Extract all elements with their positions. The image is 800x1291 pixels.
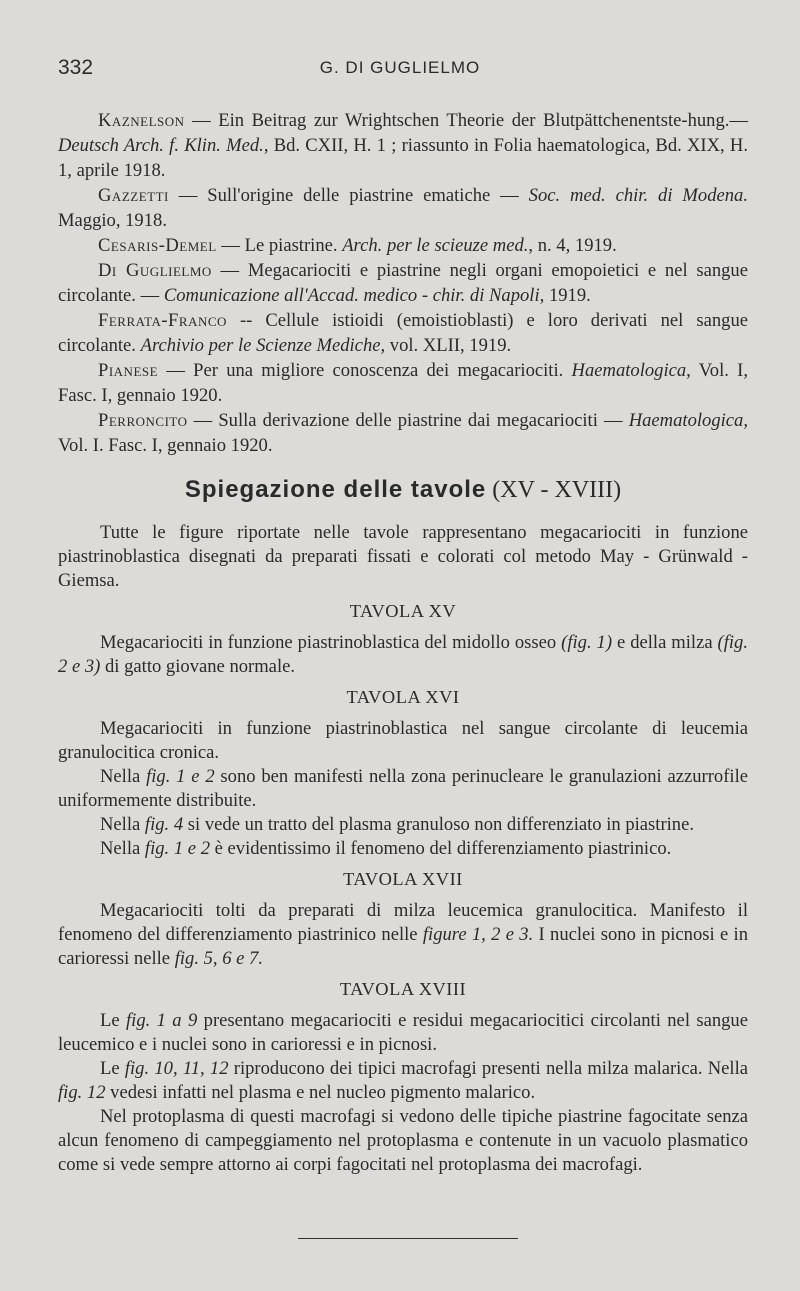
reference-text: — Sull'origine delle piastrine ematiche — (168, 185, 529, 206)
figure-ref: fig. 12 (58, 1082, 106, 1103)
section-heading-main: Spiegazione delle tavole (184, 476, 487, 503)
plate-heading: TAVOLA XV (349, 601, 457, 621)
reference-source: Deutsch Arch. f. Klin. Med. (58, 135, 264, 156)
reference-item (58, 358, 748, 408)
text-run: Nella (100, 814, 145, 835)
figure-ref: (fig. 1) (561, 632, 613, 653)
text-run: e della milza (612, 632, 718, 653)
text-run: Megacariociti tolti da preparati di milza leucemica granulocitica. Manifesto il fenomeno del differenziamento piastrinico nelle (58, 900, 748, 945)
figure-ref: figure 1, 2 e 3. (422, 924, 534, 945)
text-run: Le (100, 1058, 125, 1079)
reference-source: Archivio per le Scienze Mediche, (140, 335, 386, 356)
reference-rest: Maggio, 1918. (58, 210, 167, 231)
reference-list (58, 108, 748, 458)
plate-heading: TAVOLA XVIII (339, 979, 467, 999)
plate-paragraph (58, 631, 748, 679)
figure-ref: fig. 5, 6 e 7. (174, 948, 263, 969)
section-heading-range: (XV - XVIII) (486, 477, 622, 503)
reference-text: -- Cellule istioidi (emoistioblasti) e loro derivati nel sangue circolante. (58, 310, 748, 356)
text-run: Megacariociti in funzione piastrinoblastica del midollo osseo (100, 632, 562, 653)
text-run: riproducono dei tipici macrofagi presenti nella milza malarica. Nella (228, 1058, 749, 1079)
reference-author: Cesaris-Demel (98, 235, 217, 256)
figure-ref: fig. 10, 11, 12 (124, 1058, 229, 1079)
reference-source: Comunicazione all'Accad. medico - chir. di Napoli, (163, 285, 545, 306)
plate-paragraph: Megacariociti in funzione piastrinoblastica nel sangue circolante di leucemia granulocitica cronica. (58, 718, 748, 763)
text-run: vedesi infatti nel plasma e nel nucleo pigmento malarico. (105, 1082, 536, 1103)
reference-text: — Ein Beitrag zur Wrightschen Theorie der Blutpättchenentste-hung.— (184, 110, 748, 131)
text-run: sono ben manifesti nella zona perinucleare le granulazioni azzurrofile uniformemente distribuite. (58, 766, 748, 811)
plate-paragraph (58, 765, 748, 813)
reference-item (58, 408, 748, 458)
text-run: Nella (100, 766, 147, 787)
plates-explanation (58, 521, 748, 1177)
figure-ref: fig. 1 e 2 (146, 766, 215, 787)
plate-paragraph (58, 1057, 748, 1105)
text-run: è evidentissimo il fenomeno del differenziamento piastrinico. (210, 838, 672, 859)
reference-text: — Sulla derivazione delle piastrine dai megacariociti — (187, 410, 629, 431)
plate-paragraph (58, 837, 748, 861)
section-heading (58, 476, 748, 504)
plate-heading: TAVOLA XVI (346, 687, 460, 707)
reference-item (58, 108, 748, 183)
figure-ref: fig. 1 e 2 (144, 838, 210, 859)
plate-paragraph (58, 899, 748, 971)
reference-source: Haematologica, (571, 360, 691, 381)
intro-paragraph: Tutte le figure riportate nelle tavole rappresentano megacariociti in funzione piastrinoblastica disegnati da preparati fissati e colorati col metodo May - Grünwald - Giemsa. (58, 522, 748, 591)
reference-item (58, 258, 748, 308)
reference-author: Perroncito (98, 410, 188, 431)
page-number: 332 (58, 56, 94, 79)
reference-source: Haematologica, (628, 410, 748, 431)
reference-source: Soc. med. chir. di Modena. (528, 185, 748, 206)
text-run: presentano megacariociti e residui megacariocitici circolanti nel sangue leucemico e i nuclei sono in carioressi e in picnosi. (58, 1010, 748, 1055)
reference-item (58, 233, 748, 258)
plate-paragraph: Nel protoplasma di questi macrofagi si vedono delle tipiche piastrine fagocitate senza alcun fenomeno di campeggiamento nel protoplasma e contenute in un vacuolo plasmatico come si vede sempre attorno ai corpi fagocitati nel protoplasma dei macrofagi. (58, 1106, 748, 1175)
reference-author: Di Guglielmo (98, 260, 212, 281)
plate-paragraph (58, 813, 748, 837)
figure-ref: fig. 4 (144, 814, 184, 835)
reference-rest: vol. XLII, 1919. (385, 335, 512, 356)
page-header (58, 56, 742, 84)
reference-text: — Le piastrine. (216, 235, 343, 256)
text-run: Le (100, 1010, 126, 1031)
reference-rest: , Bd. CXII, H. 1 ; riassunto in Folia haematologica, Bd. XIX, H. 1, aprile 1918. (58, 135, 749, 181)
reference-item (58, 308, 748, 358)
reference-rest: Vol. I. Fasc. I, gennaio 1920. (58, 435, 273, 456)
figure-ref: fig. 1 a 9 (125, 1010, 198, 1031)
reference-rest: , n. 4, 1919. (528, 235, 617, 256)
reference-item (58, 183, 748, 233)
reference-text: — Megacariociti e piastrine negli organi emopoietici e nel sangue circolante. — (58, 260, 748, 306)
reference-rest: Vol. I, Fasc. I, gennaio 1920. (58, 360, 748, 406)
text-run: I nuclei sono in picnosi e in carioressi nelle (58, 924, 748, 969)
text-run: si vede un tratto del plasma granuloso non differenziato in piastrine. (183, 814, 695, 835)
reference-text: — Per una migliore conoscenza dei megacariociti. (158, 360, 572, 381)
reference-source: Arch. per le scieuze med. (342, 235, 529, 256)
closing-rule (298, 1238, 518, 1239)
running-title: G. DI GUGLIELMO (319, 58, 481, 77)
reference-author: Kaznelson (98, 110, 185, 131)
reference-author: Pianese (98, 360, 159, 381)
figure-ref: (fig. 2 e 3) (58, 632, 749, 677)
plate-paragraph (58, 1009, 748, 1057)
reference-author: Gazzetti (98, 185, 169, 206)
reference-author: Ferrata-Franco (98, 310, 227, 331)
plate-heading: TAVOLA XVII (343, 869, 463, 889)
text-run: Nella (100, 838, 145, 859)
reference-rest: 1919. (544, 285, 591, 306)
text-run: di gatto giovane normale. (100, 656, 296, 677)
